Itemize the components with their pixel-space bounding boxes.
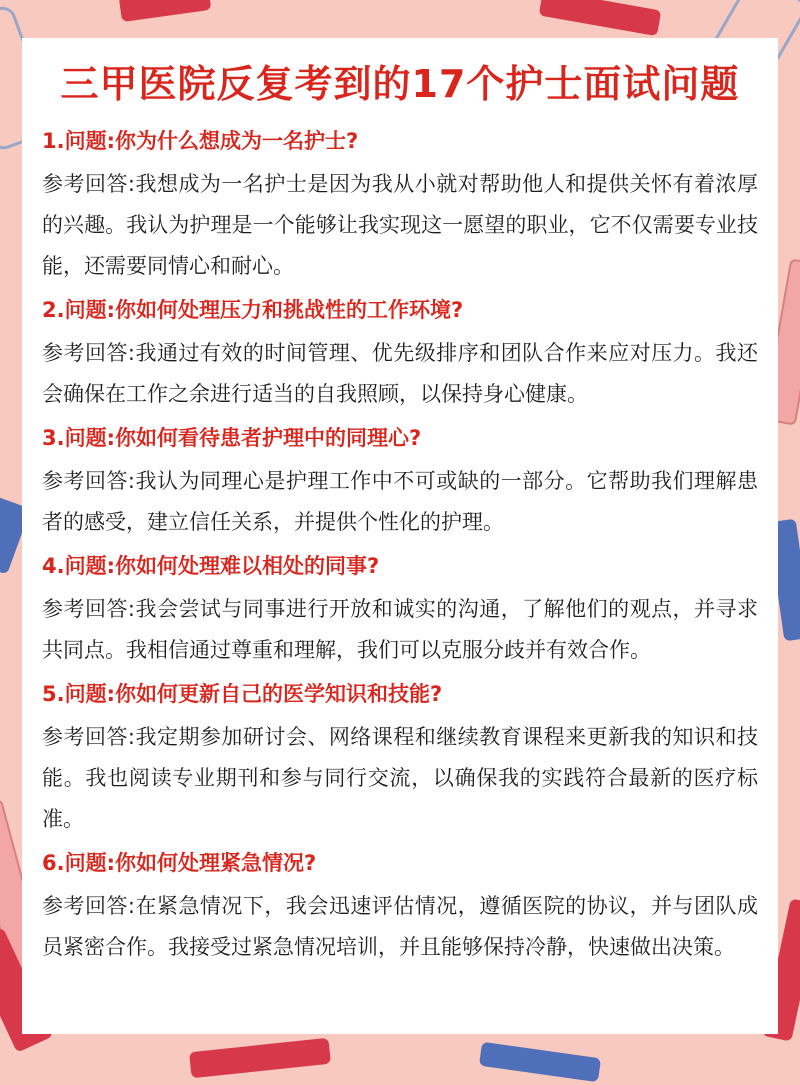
question-heading: 6.问题:你如何处理紧急情况?	[42, 851, 317, 875]
question-heading: 5.问题:你如何更新自己的医学知识和技能?	[42, 682, 443, 706]
question-heading: 4.问题:你如何处理难以相处的同事?	[42, 554, 380, 578]
answer-text: 参考回答:在紧急情况下，我会迅速评估情况，遵循医院的协议，并与团队成员紧密合作。我接受过紧急情况培训，并且能够保持冷静，快速做出决策。	[42, 894, 758, 959]
question-heading: 3.问题:你如何看待患者护理中的同理心?	[42, 426, 422, 450]
question-heading: 1.问题:你为什么想成为一名护士?	[42, 129, 359, 153]
answer-text: 参考回答:我想成为一名护士是因为我从小就对帮助他人和提供关怀有着浓厚的兴趣。我认为护理是一个能够让我实现这一愿望的职业，它不仅需要专业技能，还需要同情心和耐心。	[42, 172, 758, 278]
qa-item	[42, 423, 758, 543]
pencil-decoration	[539, 0, 662, 36]
qa-item	[42, 295, 758, 415]
page-title: 三甲医院反复考到的17个护士面试问题	[60, 62, 740, 106]
pencil-decoration	[189, 1038, 331, 1078]
question-heading: 2.问题:你如何处理压力和挑战性的工作环境?	[42, 298, 464, 322]
qa-item	[42, 551, 758, 671]
answer-text: 参考回答:我通过有效的时间管理、优先级排序和团队合作来应对压力。我还会确保在工作之余进行适当的自我照顾，以保持身心健康。	[42, 341, 758, 406]
answer-text: 参考回答:我会尝试与同事进行开放和诚实的沟通，了解他们的观点，并寻求共同点。我相信通过尊重和理解，我们可以克服分歧并有效合作。	[42, 597, 758, 662]
pencil-decoration	[479, 1042, 601, 1082]
answer-text: 参考回答:我定期参加研讨会、网络课程和继续教育课程来更新我的知识和技能。我也阅读专业期刊和参与同行交流，以确保我的实践符合最新的医疗标准。	[42, 725, 758, 831]
pencil-decoration	[119, 0, 212, 22]
qa-item	[42, 679, 758, 840]
content-card	[22, 38, 778, 1034]
answer-text: 参考回答:我认为同理心是护理工作中不可或缺的一部分。它帮助我们理解患者的感受，建立信任关系，并提供个性化的护理。	[42, 469, 758, 534]
qa-item	[42, 848, 758, 968]
qa-item	[42, 126, 758, 287]
